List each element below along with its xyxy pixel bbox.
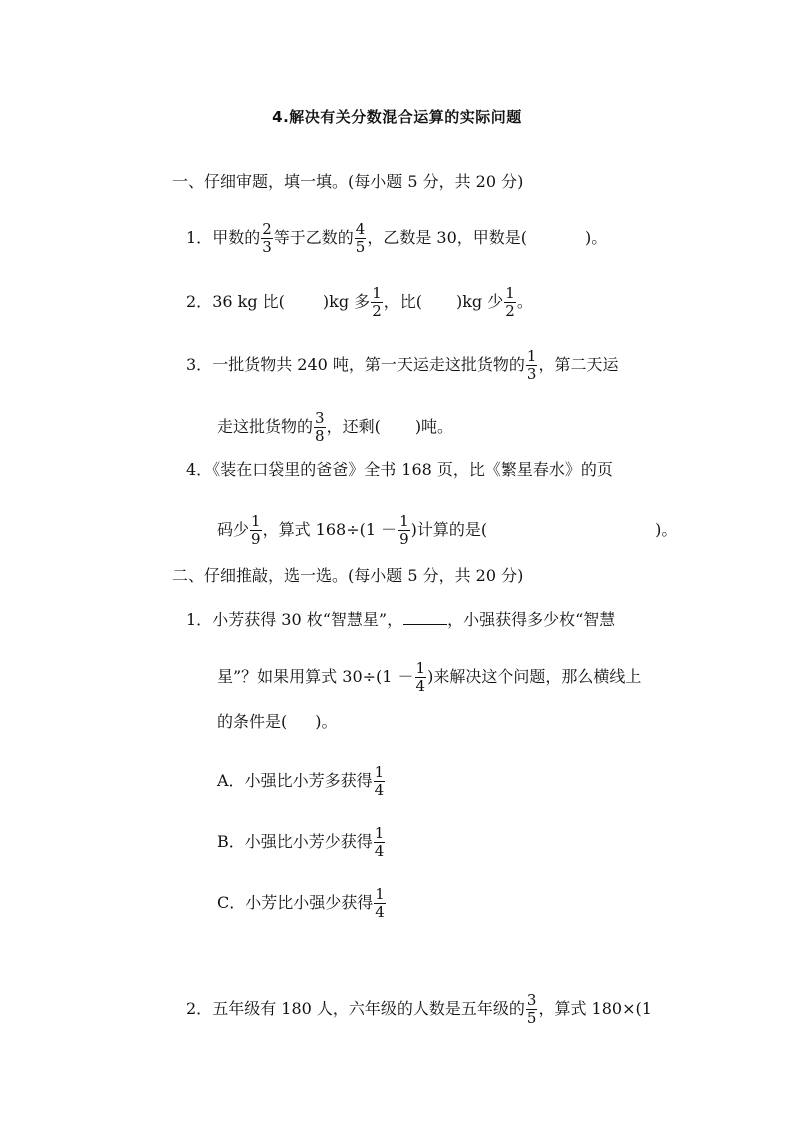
question-text: 码少 — [217, 520, 250, 539]
fraction: $\frac{1}{2}$ — [505, 284, 515, 320]
question-text: ，第二天运 — [538, 355, 619, 374]
s1-question-2 — [186, 285, 533, 320]
question-number: 1． — [186, 610, 213, 629]
question-text: )来解决这个问题，那么横线上 — [427, 667, 642, 686]
question-text: )吨。 — [414, 417, 454, 436]
page-title: 4.解决有关分数混合运算的实际问题 — [272, 108, 522, 126]
question-text: 五年级有 180 人，六年级的人数是五年级的 — [212, 999, 525, 1018]
question-text: 。 — [516, 292, 533, 311]
s2-question-2 — [186, 992, 652, 1027]
option-c[interactable] — [217, 886, 387, 921]
s1-question-1 — [186, 221, 607, 256]
option-b[interactable] — [217, 825, 386, 860]
question-number: 2． — [186, 292, 213, 311]
option-a[interactable] — [217, 764, 386, 799]
fraction: $\frac{1}{4}$ — [375, 885, 385, 921]
question-text: 走这批货物的 — [217, 417, 314, 436]
question-text: ，小强获得多少枚“智慧 — [447, 610, 616, 629]
question-text: 星”？如果用算式 30÷(1 － — [217, 667, 414, 686]
fraction: $\frac{1}{9}$ — [251, 512, 261, 548]
question-text: ，算式 180×(1 — [538, 999, 652, 1018]
question-text: ，比( — [383, 292, 422, 311]
question-text: ，还剩( — [326, 417, 381, 436]
question-number: 3． — [186, 355, 213, 374]
fraction: $\frac{1}{9}$ — [399, 512, 409, 548]
option-label: B． — [217, 832, 245, 851]
s2-question-1-line3 — [217, 712, 338, 732]
fraction: $\frac{3}{5}$ — [526, 991, 537, 1027]
option-label: A． — [217, 771, 245, 790]
question-text: )kg 多 — [322, 292, 371, 311]
question-text: )。 — [655, 520, 678, 539]
s1-question-3-line1 — [186, 348, 618, 383]
s1-question-4-line2 — [217, 513, 677, 548]
question-text: 的条件是( — [217, 712, 288, 731]
question-text: 《装在口袋里的爸爸》全书 168 页，比《繁星春水》的页 — [212, 460, 613, 479]
s1-question-4-line1 — [186, 460, 613, 480]
fraction: $\frac{1}{4}$ — [374, 763, 385, 799]
fraction: $\frac{1}{4}$ — [374, 824, 385, 860]
fraction: $\frac{3}{8}$ — [315, 409, 325, 445]
s2-question-1-line2 — [217, 660, 641, 695]
option-text: 小强比小芳少获得 — [244, 832, 373, 851]
fraction: $\frac{2}{3}$ — [262, 220, 272, 256]
option-text: 小芳比小强少获得 — [245, 893, 374, 912]
question-text: ，算式 168÷(1 － — [262, 520, 398, 539]
question-number: 2． — [186, 999, 213, 1018]
question-text: )kg 少 — [455, 292, 504, 311]
fraction: $\frac{1}{4}$ — [415, 659, 426, 695]
question-text: )。 — [585, 228, 608, 247]
condition-blank[interactable] — [403, 608, 447, 625]
fraction: $\frac{4}{5}$ — [355, 220, 366, 256]
question-number: 1． — [186, 228, 213, 247]
fraction: $\frac{1}{3}$ — [526, 347, 537, 383]
option-label: C． — [217, 893, 246, 912]
section2-heading: 二、仔细推敲，选一选。(每小题 5 分，共 20 分) — [172, 566, 524, 585]
fraction: $\frac{1}{2}$ — [372, 284, 382, 320]
section1-heading: 一、仔细审题，填一填。(每小题 5 分，共 20 分) — [172, 172, 524, 191]
s1-question-3-line2 — [217, 410, 453, 445]
question-text: 一批货物共 240 吨，第一天运走这批货物的 — [212, 355, 525, 374]
option-text: 小强比小芳多获得 — [244, 771, 373, 790]
question-text: 等于乙数的 — [273, 228, 354, 247]
question-text: 36 kg 比( — [212, 292, 285, 311]
question-text: ，乙数是 30，甲数是( — [367, 228, 528, 247]
question-text: 甲数的 — [212, 228, 261, 247]
s2-question-1-line1 — [186, 608, 615, 630]
question-text: 小芳获得 30 枚“智慧星”， — [212, 610, 404, 629]
question-text: )。 — [315, 712, 338, 731]
question-number: 4． — [186, 460, 213, 479]
question-text: )计算的是( — [410, 520, 488, 539]
